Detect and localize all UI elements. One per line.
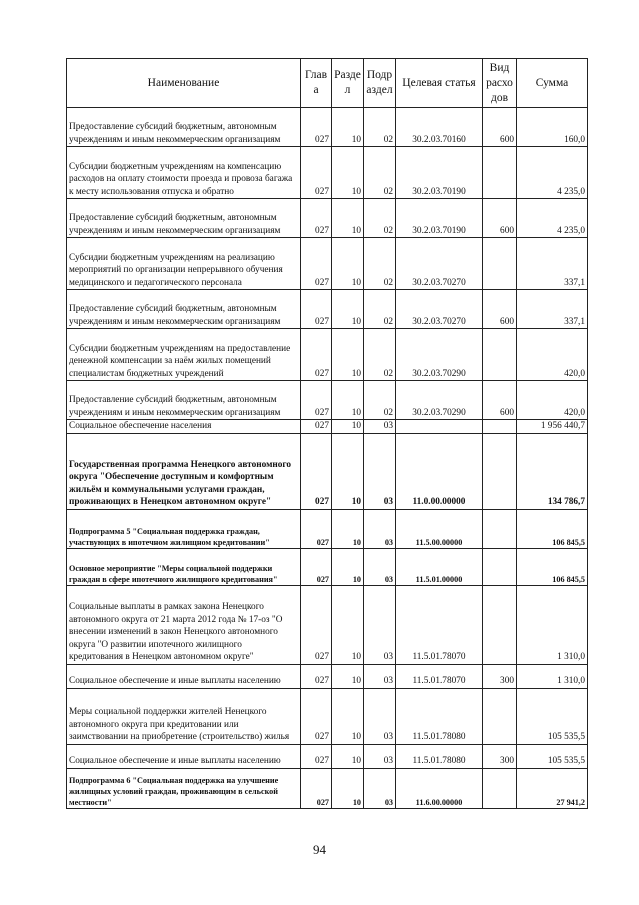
cell-section: 10	[332, 238, 364, 290]
cell-name: Государственная программа Ненецкого автономного округа "Обеспечение доступным и комфортным жильём и коммунальными услугами граждан, проживающих в Ненецком автономном округе"	[67, 433, 301, 509]
cell-subsection: 03	[364, 433, 396, 509]
cell-chapter: 027	[301, 199, 332, 238]
table-row	[67, 199, 588, 238]
cell-subsection: 02	[364, 290, 396, 329]
cell-subsection: 02	[364, 381, 396, 420]
table-row	[67, 381, 588, 420]
cell-target	[396, 420, 483, 434]
cell-target: 11.5.01.78080	[396, 688, 483, 744]
header-subsection: Подр аздел	[364, 59, 396, 108]
cell-amount: 4 235,0	[517, 199, 588, 238]
cell-section: 10	[332, 768, 364, 808]
cell-expense-type: 600	[483, 108, 517, 147]
cell-subsection: 03	[364, 744, 396, 768]
cell-target: 11.0.00.00000	[396, 433, 483, 509]
cell-amount: 337,1	[517, 290, 588, 329]
cell-name: Субсидии бюджетным учреждениям на компенсацию расходов на оплату стоимости проезда и провоза багажа к месту использования отпуска и обратно	[67, 147, 301, 199]
cell-target: 30.2.03.70160	[396, 108, 483, 147]
cell-chapter: 027	[301, 433, 332, 509]
cell-name: Субсидии бюджетным учреждениям на реализацию мероприятий по организации непрерывного обучения медицинского и педагогического персонала	[67, 238, 301, 290]
cell-name: Социальное обеспечение населения	[67, 420, 301, 434]
cell-section: 10	[332, 509, 364, 548]
table-row	[67, 147, 588, 199]
cell-target: 11.5.01.00000	[396, 548, 483, 585]
cell-subsection: 02	[364, 108, 396, 147]
cell-amount: 4 235,0	[517, 147, 588, 199]
table-row	[67, 768, 588, 808]
cell-subsection: 03	[364, 420, 396, 434]
cell-section: 10	[332, 548, 364, 585]
cell-section: 10	[332, 664, 364, 688]
cell-section: 10	[332, 420, 364, 434]
cell-chapter: 027	[301, 147, 332, 199]
cell-section: 10	[332, 290, 364, 329]
table-row	[67, 108, 588, 147]
cell-name: Предоставление субсидий бюджетным, автономным учреждениям и иным некоммерческим организациям	[67, 199, 301, 238]
cell-chapter: 027	[301, 585, 332, 664]
cell-expense-type	[483, 768, 517, 808]
cell-expense-type	[483, 509, 517, 548]
cell-chapter: 027	[301, 548, 332, 585]
cell-expense-type	[483, 238, 517, 290]
cell-target: 11.5.01.78070	[396, 585, 483, 664]
cell-amount: 160,0	[517, 108, 588, 147]
cell-expense-type	[483, 420, 517, 434]
cell-subsection: 03	[364, 688, 396, 744]
table-row	[67, 329, 588, 381]
cell-expense-type	[483, 548, 517, 585]
cell-section: 10	[332, 433, 364, 509]
cell-chapter: 027	[301, 238, 332, 290]
cell-chapter: 027	[301, 688, 332, 744]
cell-subsection: 02	[364, 147, 396, 199]
cell-chapter: 027	[301, 381, 332, 420]
cell-name: Социальное обеспечение и иные выплаты населению	[67, 744, 301, 768]
cell-section: 10	[332, 199, 364, 238]
cell-section: 10	[332, 108, 364, 147]
cell-expense-type: 600	[483, 290, 517, 329]
cell-name: Предоставление субсидий бюджетным, автономным учреждениям и иным некоммерческим организациям	[67, 108, 301, 147]
cell-amount: 420,0	[517, 381, 588, 420]
cell-amount: 134 786,7	[517, 433, 588, 509]
cell-target: 11.5.00.00000	[396, 509, 483, 548]
cell-name: Субсидии бюджетным учреждениям на предоставление денежной компенсации за наём жилых помещений специалистам бюджетных учреждений	[67, 329, 301, 381]
cell-amount: 106 845,5	[517, 548, 588, 585]
cell-expense-type	[483, 433, 517, 509]
cell-chapter: 027	[301, 768, 332, 808]
table-row	[67, 548, 588, 585]
cell-subsection: 03	[364, 768, 396, 808]
cell-target: 30.2.03.70290	[396, 381, 483, 420]
table-row	[67, 509, 588, 548]
cell-expense-type	[483, 147, 517, 199]
cell-subsection: 03	[364, 548, 396, 585]
cell-amount: 27 941,2	[517, 768, 588, 808]
cell-subsection: 02	[364, 199, 396, 238]
cell-section: 10	[332, 585, 364, 664]
cell-expense-type: 600	[483, 199, 517, 238]
cell-subsection: 02	[364, 238, 396, 290]
cell-amount: 337,1	[517, 238, 588, 290]
cell-subsection: 02	[364, 329, 396, 381]
table-body	[67, 108, 588, 809]
cell-name: Предоставление субсидий бюджетным, автономным учреждениям и иным некоммерческим организациям	[67, 381, 301, 420]
cell-chapter: 027	[301, 329, 332, 381]
cell-amount: 1 956 440,7	[517, 420, 588, 434]
header-target: Целевая статья	[396, 59, 483, 108]
cell-chapter: 027	[301, 290, 332, 329]
cell-chapter: 027	[301, 108, 332, 147]
cell-section: 10	[332, 381, 364, 420]
cell-subsection: 03	[364, 585, 396, 664]
cell-target: 30.2.03.70270	[396, 238, 483, 290]
table-row	[67, 290, 588, 329]
cell-target: 11.5.01.78070	[396, 664, 483, 688]
table-row	[67, 585, 588, 664]
cell-name: Социальные выплаты в рамках закона Ненецкого автономного округа от 21 марта 2012 года № 17-оз "О внесении изменений в закон Ненецкого автономного округа "О развитии ипотечного жилищного кредитования в Ненецком автономном округе"	[67, 585, 301, 664]
cell-name: Основное мероприятие "Меры социальной поддержки граждан в сфере ипотечного жилищного кредитования"	[67, 548, 301, 585]
cell-target: 30.2.03.70190	[396, 147, 483, 199]
cell-name: Подпрограмма 6 "Социальная поддержка на улучшение жилищных условий граждан, проживающим в сельской местности"	[67, 768, 301, 808]
cell-chapter: 027	[301, 420, 332, 434]
cell-target: 11.5.01.78080	[396, 744, 483, 768]
cell-amount: 1 310,0	[517, 585, 588, 664]
cell-name: Меры социальной поддержки жителей Ненецкого автономного округа при кредитовании или заимствовании на приобретение (строительство) жилья	[67, 688, 301, 744]
cell-expense-type	[483, 688, 517, 744]
cell-amount: 106 845,5	[517, 509, 588, 548]
cell-expense-type: 600	[483, 381, 517, 420]
table-row	[67, 238, 588, 290]
cell-chapter: 027	[301, 664, 332, 688]
cell-name: Предоставление субсидий бюджетным, автономным учреждениям и иным некоммерческим организациям	[67, 290, 301, 329]
cell-name: Подпрограмма 5 "Социальная поддержка граждан, участвующих в ипотечном жилищном кредитовании"	[67, 509, 301, 548]
cell-chapter: 027	[301, 509, 332, 548]
cell-target: 30.2.03.70290	[396, 329, 483, 381]
cell-section: 10	[332, 688, 364, 744]
header-amount: Сумма	[517, 59, 588, 108]
cell-amount: 420,0	[517, 329, 588, 381]
cell-chapter: 027	[301, 744, 332, 768]
cell-amount: 105 535,5	[517, 744, 588, 768]
cell-section: 10	[332, 147, 364, 199]
table-row	[67, 420, 588, 434]
header-expense-type: Вид расхо дов	[483, 59, 517, 108]
cell-expense-type	[483, 329, 517, 381]
cell-expense-type: 300	[483, 664, 517, 688]
cell-target: 11.6.00.00000	[396, 768, 483, 808]
cell-amount: 1 310,0	[517, 664, 588, 688]
cell-subsection: 03	[364, 509, 396, 548]
cell-name: Социальное обеспечение и иные выплаты населению	[67, 664, 301, 688]
header-name: Наименование	[67, 59, 301, 108]
header-chapter: Глав а	[301, 59, 332, 108]
cell-section: 10	[332, 329, 364, 381]
cell-target: 30.2.03.70270	[396, 290, 483, 329]
table-row	[67, 664, 588, 688]
cell-target: 30.2.03.70190	[396, 199, 483, 238]
table-row	[67, 688, 588, 744]
cell-expense-type	[483, 585, 517, 664]
header-row	[67, 59, 588, 108]
cell-amount: 105 535,5	[517, 688, 588, 744]
cell-subsection: 03	[364, 664, 396, 688]
table-row	[67, 433, 588, 509]
page-number: 94	[313, 842, 326, 857]
cell-section: 10	[332, 744, 364, 768]
header-section: Разде л	[332, 59, 364, 108]
table-row	[67, 744, 588, 768]
budget-table	[66, 58, 588, 809]
cell-expense-type: 300	[483, 744, 517, 768]
